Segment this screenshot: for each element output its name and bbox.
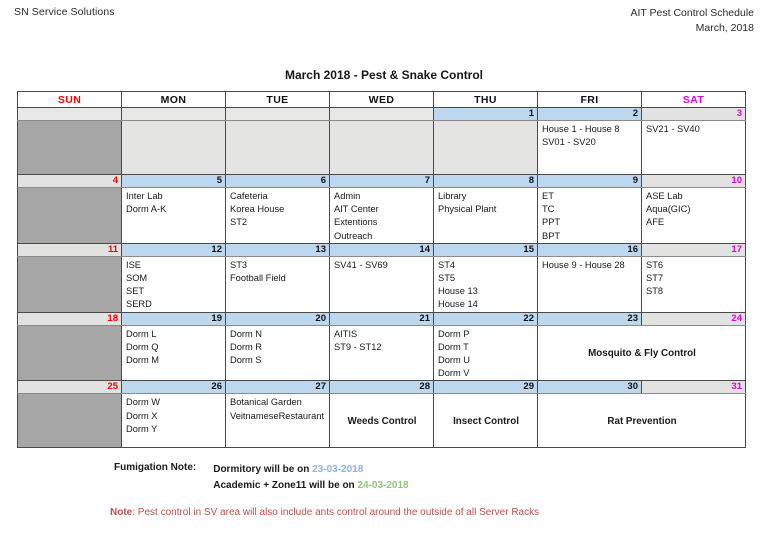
day-entry: Dorm L [126,328,157,339]
company-name: SN Service Solutions [14,6,115,18]
fumigation-line2-text: Academic + Zone11 will be on [213,480,355,491]
day-entry: Admin [334,191,361,201]
date-number-21[interactable]: 21 [330,312,434,325]
date-number-13[interactable]: 13 [226,243,330,256]
fumigation-label: Fumigation Note: [114,462,197,473]
date-number-16[interactable]: 16 [538,243,642,256]
day-entry: Extentions [334,217,378,228]
calendar-day-cell[interactable] [18,325,122,381]
calendar-day-cell[interactable] [226,121,330,175]
date-number-27[interactable]: 27 [226,381,330,394]
banner-label: Weeds Control [347,416,417,428]
day-entry: Dorm Q [126,341,159,352]
day-entry: SV01 - SV20 [542,137,596,148]
dow-header-thu: THU [434,92,538,108]
footer-note-text: : Pest control in SV area will also include ants control around the outside of all Server Racks [132,507,540,518]
day-entry: Dorm T [438,341,469,352]
fumigation-line-dormitory [213,462,408,478]
date-number-11[interactable]: 11 [18,243,122,256]
date-number-10[interactable]: 10 [642,175,746,188]
date-number-empty-0-3[interactable] [330,108,434,121]
day-entry: AFE [646,217,665,228]
week-date-row [18,312,746,325]
fumigation-line1-text: Dormitory will be on [213,464,310,475]
calendar-day-cell[interactable] [18,394,122,448]
dow-header-fri: FRI [538,92,642,108]
day-entry: AITIS [334,328,358,339]
date-number-empty-0-1[interactable] [122,108,226,121]
date-number-19[interactable]: 19 [122,312,226,325]
banner-label: Mosquito & Fly Control [588,348,696,360]
day-entry: Outreach [334,230,373,241]
week-content-row [18,121,746,175]
day-entry: Dorm U [438,355,471,366]
day-entry: Dorm S [230,355,262,366]
day-entry: ASE Lab [646,191,683,201]
date-number-25[interactable]: 25 [18,381,122,394]
day-entry: Dorm Y [126,423,158,434]
fumigation-lines [213,462,408,494]
week-content-row [18,394,746,448]
calendar-day-cell[interactable] [122,394,226,448]
calendar-day-cell[interactable] [122,256,226,312]
calendar-day-cell[interactable] [122,188,226,244]
day-entry: Korea House [230,204,285,215]
day-entry: Dorm W [126,397,161,408]
date-number-15[interactable]: 15 [434,243,538,256]
calendar-day-cell[interactable] [18,256,122,312]
day-entry: AIT Center [334,204,379,215]
banner-label: Rat Prevention [607,416,677,428]
calendar-day-cell[interactable] [122,121,226,175]
calendar-day-cell[interactable] [226,188,330,244]
document-header [0,6,768,36]
fumigation-line1-date: 23-03-2018 [312,464,364,475]
day-entry: BPT [542,230,561,241]
date-number-26[interactable]: 26 [122,381,226,394]
day-entry: Dorm P [438,328,470,339]
calendar-day-cell[interactable] [122,325,226,381]
day-entry: ST4 [438,259,456,270]
day-entry: SET [126,286,145,297]
calendar-banner-cell[interactable] [538,394,746,448]
calendar-day-cell[interactable] [226,394,330,448]
calendar-day-cell[interactable] [642,256,746,312]
day-entry: House 13 [438,286,478,297]
date-number-31[interactable]: 31 [642,381,746,394]
day-entry: Botanical Garden [230,397,302,408]
calendar-day-cell[interactable] [642,121,746,175]
day-entry: Library [438,191,467,201]
day-entry: ST9 - ST12 [334,341,382,352]
calendar-day-cell[interactable] [434,325,538,381]
day-entry: Physical Plant [438,204,497,215]
calendar-day-cell[interactable] [330,121,434,175]
day-entry: Dorm X [126,410,158,421]
day-entry: House 14 [438,299,478,310]
date-number-7[interactable]: 7 [330,175,434,188]
calendar-day-cell[interactable] [642,188,746,244]
day-entry: ET [542,191,554,201]
day-entry: ISE [126,259,141,270]
footer-note-label: Note [110,507,133,518]
day-entry: ST3 [230,259,248,270]
calendar-container [17,91,745,448]
calendar-day-cell[interactable] [226,256,330,312]
date-number-9[interactable]: 9 [538,175,642,188]
calendar-day-cell[interactable] [538,121,642,175]
date-number-30[interactable]: 30 [538,381,642,394]
date-number-29[interactable]: 29 [434,381,538,394]
day-entry: House 9 - House 28 [542,259,625,270]
day-entry: SV21 - SV40 [646,124,700,134]
day-entry: ST7 [646,273,664,284]
week-date-row [18,175,746,188]
week-content-row [18,256,746,312]
date-number-24[interactable]: 24 [642,312,746,325]
dow-header-sat: SAT [642,92,746,108]
day-entry: ST2 [230,217,248,228]
calendar-table [17,91,746,448]
date-number-20[interactable]: 20 [226,312,330,325]
date-number-6[interactable]: 6 [226,175,330,188]
date-number-empty-0-2[interactable] [226,108,330,121]
dow-header-wed: WED [330,92,434,108]
document-period: March, 2018 [695,22,754,35]
date-number-1[interactable]: 1 [434,108,538,121]
day-entry: ST6 [646,259,664,270]
day-entry: SV41 - SV69 [334,259,388,270]
dow-header-sun: SUN [18,92,122,108]
week-date-row [18,381,746,394]
calendar-day-cell[interactable] [434,256,538,312]
fumigation-note [114,462,409,494]
week-date-row [18,243,746,256]
calendar-body [18,108,746,448]
calendar-day-cell[interactable] [18,188,122,244]
date-number-14[interactable]: 14 [330,243,434,256]
day-entry: SERD [126,299,152,310]
calendar-banner-cell[interactable] [330,394,434,448]
fumigation-line-academic [213,478,408,494]
calendar-day-cell[interactable] [538,188,642,244]
fumigation-line2-date: 24-03-2018 [357,480,409,491]
calendar-day-cell[interactable] [434,121,538,175]
date-number-18[interactable]: 18 [18,312,122,325]
date-number-28[interactable]: 28 [330,381,434,394]
day-entry: Dorm V [438,368,470,379]
day-entry: PPT [542,217,561,228]
day-entry: VeitnameseRestaurant [230,410,325,421]
date-number-3[interactable]: 3 [642,108,746,121]
date-number-12[interactable]: 12 [122,243,226,256]
calendar-title: March 2018 - Pest & Snake Control [284,68,484,82]
date-number-17[interactable]: 17 [642,243,746,256]
day-entry: Aqua(GIC) [646,204,691,215]
document-title: AIT Pest Control Schedule [630,7,754,19]
calendar-day-cell[interactable] [434,188,538,244]
day-entry: TC [542,204,555,215]
calendar-day-cell[interactable] [330,256,434,312]
day-entry: Dorm R [230,341,263,352]
day-entry: Inter Lab [126,191,163,201]
day-entry: ST8 [646,286,664,297]
week-content-row [18,188,746,244]
footer-note [110,507,539,518]
calendar-day-cell[interactable] [226,325,330,381]
day-entry: ST5 [438,273,456,284]
date-number-8[interactable]: 8 [434,175,538,188]
date-number-empty-0-0[interactable] [18,108,122,121]
week-date-row [18,108,746,121]
day-entry: Dorm M [126,355,160,366]
calendar-day-cell[interactable] [330,325,434,381]
day-entry: Dorm N [230,328,263,339]
banner-label: Insect Control [453,416,519,428]
date-number-5[interactable]: 5 [122,175,226,188]
calendar-banner-cell[interactable] [434,394,538,448]
document-title-block [630,6,754,36]
calendar-day-cell[interactable] [18,121,122,175]
date-number-2[interactable]: 2 [538,108,642,121]
dow-header-mon: MON [122,92,226,108]
calendar-day-cell[interactable] [538,256,642,312]
day-entry: Cafeteria [230,191,268,201]
day-entry: SOM [126,273,148,284]
day-entry: Football Field [230,273,286,284]
week-content-row [18,325,746,381]
day-entry: House 1 - House 8 [542,124,620,134]
day-entry: Dorm A-K [126,204,167,215]
date-number-23[interactable]: 23 [538,312,642,325]
dow-header-tue: TUE [226,92,330,108]
calendar-day-cell[interactable] [330,188,434,244]
day-of-week-header-row [18,92,746,108]
calendar-banner-cell[interactable] [538,325,746,381]
date-number-4[interactable]: 4 [18,175,122,188]
date-number-22[interactable]: 22 [434,312,538,325]
